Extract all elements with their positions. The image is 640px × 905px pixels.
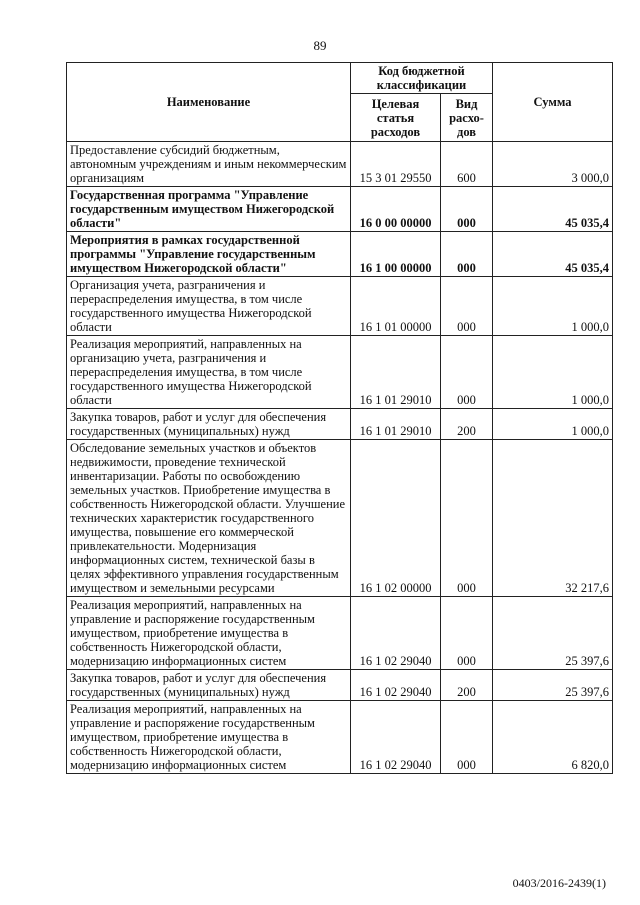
row-name: Организация учета, разграничения и перераспределения имущества, в том числе государственного имущества Нижегородской области xyxy=(67,277,351,336)
row-sum: 3 000,0 xyxy=(493,142,613,187)
row-target-code: 16 1 02 29040 xyxy=(351,701,441,774)
row-name: Обследование земельных участков и объектов недвижимости, проведение технической инвентаризации. Работы по освобождению земельных участков. Приобретение имущества в собственность Нижегородской области. Улучшение технических характеристик государственного имущества, повышение его коммерческой привлекательности. Модернизация информационных систем, технической базы в целях эффективного управления государственным имуществом и земельными ресурсами xyxy=(67,440,351,597)
document-number: 0403/2016-2439(1) xyxy=(512,876,606,890)
row-name: Предоставление субсидий бюджетным, автономным учреждениям и иным некоммерческим организациям xyxy=(67,142,351,187)
row-expense-type: 000 xyxy=(441,336,493,409)
table-row xyxy=(67,701,613,774)
row-name: Реализация мероприятий, направленных на организацию учета, разграничения и перераспределения имущества, в том числе государственного имущества Нижегородской области xyxy=(67,336,351,409)
table-row xyxy=(67,409,613,440)
header-name: Наименование xyxy=(67,63,351,142)
header-kbk: Код бюджетной классификации xyxy=(351,63,493,94)
row-sum: 6 820,0 xyxy=(493,701,613,774)
row-expense-type: 000 xyxy=(441,187,493,232)
row-sum: 1 000,0 xyxy=(493,336,613,409)
row-expense-type: 000 xyxy=(441,597,493,670)
header-sum: Сумма xyxy=(493,63,613,142)
header-type: Вид расхо-дов xyxy=(441,94,493,142)
table-row xyxy=(67,597,613,670)
table-body xyxy=(67,142,613,774)
row-name: Реализация мероприятий, направленных на управление и распоряжение государственным имуществом, приобретение имущества в собственность Нижегородской области, модернизацию информационных систем xyxy=(67,701,351,774)
table-header xyxy=(67,63,613,142)
row-target-code: 15 3 01 29550 xyxy=(351,142,441,187)
header-target: Целевая статья расходов xyxy=(351,94,441,142)
row-name: Мероприятия в рамках государственной программы "Управление государственным имуществом Нижегородской области" xyxy=(67,232,351,277)
table-row xyxy=(67,440,613,597)
row-sum: 45 035,4 xyxy=(493,232,613,277)
row-expense-type: 600 xyxy=(441,142,493,187)
page-number: 89 xyxy=(313,38,327,53)
row-target-code: 16 1 02 29040 xyxy=(351,670,441,701)
row-sum: 1 000,0 xyxy=(493,409,613,440)
row-target-code: 16 1 02 00000 xyxy=(351,440,441,597)
row-target-code: 16 0 00 00000 xyxy=(351,187,441,232)
row-name: Закупка товаров, работ и услуг для обеспечения государственных (муниципальных) нужд xyxy=(67,409,351,440)
row-sum: 1 000,0 xyxy=(493,277,613,336)
row-sum: 45 035,4 xyxy=(493,187,613,232)
row-target-code: 16 1 02 29040 xyxy=(351,597,441,670)
row-sum: 25 397,6 xyxy=(493,670,613,701)
table-row xyxy=(67,336,613,409)
table-row xyxy=(67,277,613,336)
table-row xyxy=(67,187,613,232)
row-expense-type: 200 xyxy=(441,409,493,440)
table-row xyxy=(67,232,613,277)
table-row xyxy=(67,670,613,701)
row-expense-type: 000 xyxy=(441,701,493,774)
row-name: Реализация мероприятий, направленных на управление и распоряжение государственным имуществом, приобретение имущества в собственность Нижегородской области, модернизацию информационных систем xyxy=(67,597,351,670)
table-row xyxy=(67,142,613,187)
row-name: Государственная программа "Управление государственным имуществом Нижегородской области" xyxy=(67,187,351,232)
row-expense-type: 000 xyxy=(441,277,493,336)
row-expense-type: 000 xyxy=(441,232,493,277)
row-name: Закупка товаров, работ и услуг для обеспечения государственных (муниципальных) нужд xyxy=(67,670,351,701)
row-sum: 32 217,6 xyxy=(493,440,613,597)
budget-table xyxy=(66,62,613,774)
row-target-code: 16 1 00 00000 xyxy=(351,232,441,277)
row-target-code: 16 1 01 00000 xyxy=(351,277,441,336)
row-expense-type: 000 xyxy=(441,440,493,597)
row-target-code: 16 1 01 29010 xyxy=(351,336,441,409)
row-sum: 25 397,6 xyxy=(493,597,613,670)
row-target-code: 16 1 01 29010 xyxy=(351,409,441,440)
row-expense-type: 200 xyxy=(441,670,493,701)
